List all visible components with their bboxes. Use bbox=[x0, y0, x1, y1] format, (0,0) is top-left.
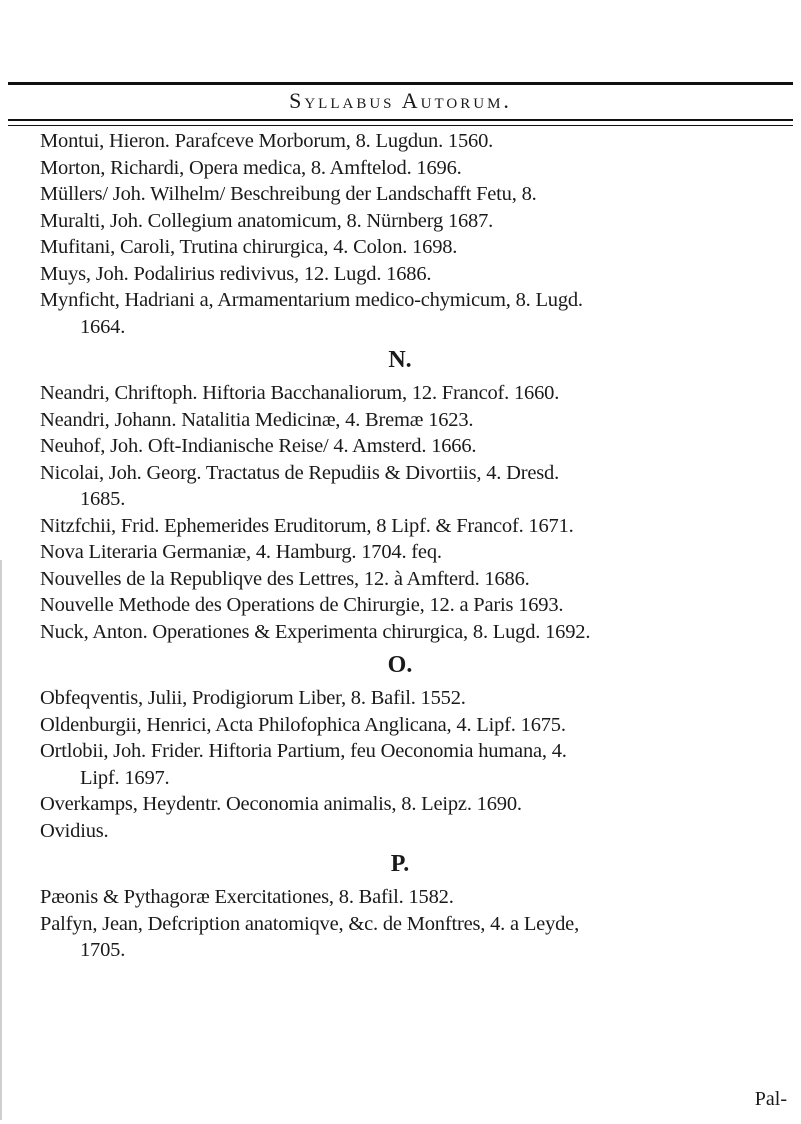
bibliography-entry: Nova Literaria Germaniæ, 4. Hamburg. 1704. feq. bbox=[40, 541, 442, 563]
bibliography-entry: Nitzfchii, Frid. Ephemerides Eruditorum, 8 Lipf. & Francof. 1671. bbox=[40, 514, 574, 537]
bibliography-entry: Overkamps, Heydentr. Oeconomia animalis, 8. Leipz. 1690. bbox=[40, 793, 522, 815]
bibliography-entry: Ovidius. bbox=[40, 819, 109, 842]
catchword: Pal- bbox=[754, 1088, 787, 1110]
author-list bbox=[40, 128, 790, 964]
entry-continuation: 1664. bbox=[80, 315, 126, 338]
bibliography-entry: Pæonis & Pythagoræ Exercitationes, 8. Bafil. 1582. bbox=[40, 886, 454, 908]
header-rule-top bbox=[8, 82, 793, 85]
section-letter: N. bbox=[388, 347, 412, 373]
bibliography-entry: Neandri, Johann. Natalitia Medicinæ, 4. Bremæ 1623. bbox=[40, 408, 474, 431]
page-header: Syllabus Autorum. bbox=[289, 88, 512, 113]
bibliography-entry: Oldenburgii, Henrici, Acta Philofophica Anglicana, 4. Lipf. 1675. bbox=[40, 713, 566, 736]
bibliography-entry: Müllers/ Joh. Wilhelm/ Beschreibung der Landschafft Fetu, 8. bbox=[40, 183, 537, 205]
bibliography-entry: Nouvelle Methode des Operations de Chirurgie, 12. a Paris 1693. bbox=[40, 594, 564, 616]
bibliography-entry: Neuhof, Joh. Oft-Indianische Reise/ 4. Amsterd. 1666. bbox=[40, 435, 477, 457]
bibliography-entry: Mufitani, Caroli, Trutina chirurgica, 4. Colon. 1698. bbox=[40, 236, 458, 258]
entry-continuation: 1685. bbox=[80, 488, 126, 510]
bibliography-entry: Ortlobii, Joh. Frider. Hiftoria Partium, feu Oeconomia humana, 4. bbox=[40, 740, 567, 762]
bibliography-entry: Nuck, Anton. Operationes & Experimenta chirurgica, 8. Lugd. 1692. bbox=[40, 620, 591, 643]
bibliography-entry: Obfeqventis, Julii, Prodigiorum Liber, 8. Bafil. 1552. bbox=[40, 687, 466, 709]
bibliography-entry: Morton, Richardi, Opera medica, 8. Amftelod. 1696. bbox=[40, 156, 462, 179]
bibliography-entry: Montui, Hieron. Parafceve Morborum, 8. Lugdun. 1560. bbox=[40, 130, 494, 152]
bibliography-entry: Muys, Joh. Podalirius redivivus, 12. Lugd. 1686. bbox=[40, 262, 432, 285]
bibliography-entry: Mynficht, Hadriani a, Armamentarium medico-chymicum, 8. Lugd. bbox=[40, 289, 583, 311]
bibliography-entry: Palfyn, Jean, Defcription anatomiqve, &c. de Monftres, 4. a Leyde, bbox=[40, 912, 579, 935]
page-edge bbox=[0, 560, 2, 1120]
header-rule-bottom bbox=[8, 119, 793, 121]
entry-continuation: Lipf. 1697. bbox=[80, 766, 170, 789]
bibliography-entry: Nouvelles de la Republiqve des Lettres, 12. à Amfterd. 1686. bbox=[40, 567, 530, 590]
section-letter: O. bbox=[387, 652, 413, 678]
bibliography-entry: Nicolai, Joh. Georg. Tractatus de Repudiis & Divortiis, 4. Dresd. bbox=[40, 461, 560, 484]
bibliography-entry: Muralti, Joh. Collegium anatomicum, 8. Nürnberg 1687. bbox=[40, 209, 494, 232]
header-rule-bottom-thin bbox=[8, 125, 793, 126]
bibliography-entry: Neandri, Chriftoph. Hiftoria Bacchanaliorum, 12. Francof. 1660. bbox=[40, 382, 560, 404]
section-letter: P. bbox=[390, 851, 410, 877]
entry-continuation: 1705. bbox=[80, 939, 126, 961]
